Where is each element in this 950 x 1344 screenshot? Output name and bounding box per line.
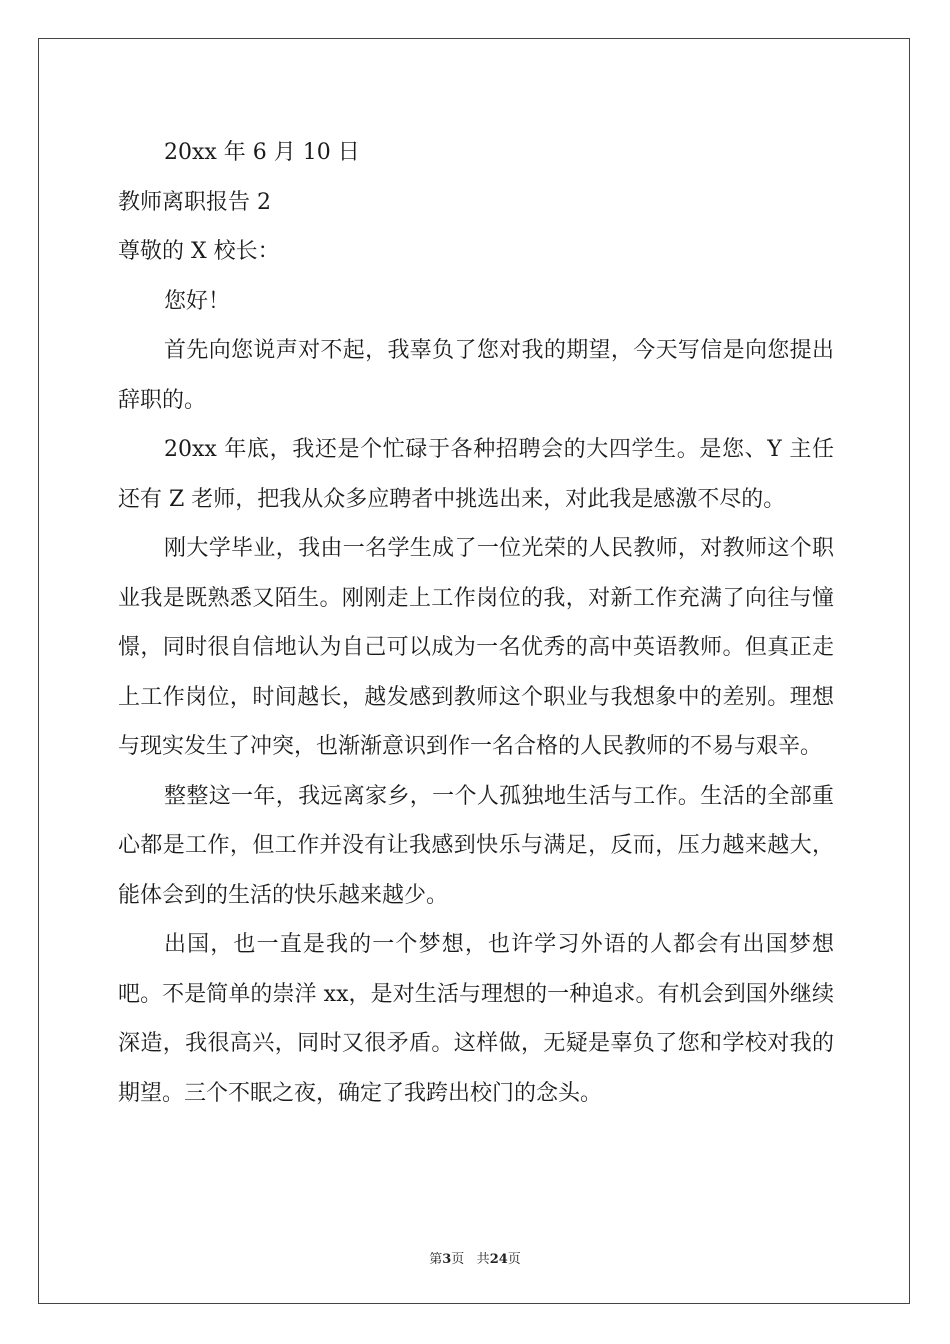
salutation: 尊敬的 X 校长： bbox=[118, 239, 280, 264]
paragraph: 首先向您说声对不起，我辜负了您对我的期望，今天写信是向您提出辞职的。 bbox=[118, 338, 834, 413]
paragraph: 整整这一年，我远离家乡，一个人孤独地生活与工作。生活的全部重心都是工作，但工作并没有让我感到快乐与满足，反而，压力越来越大，能体会到的生活的快乐越来越少。 bbox=[118, 783, 834, 908]
date-line: 20xx 年 6 月 10 日 bbox=[164, 140, 360, 165]
document-title: 教师离职报告 2 bbox=[118, 189, 271, 215]
current-page-number: 3 bbox=[442, 1252, 452, 1267]
paragraph: 出国，也一直是我的一个梦想，也许学习外语的人都会有出国梦想吧。不是简单的崇洋 xx，是对生活与理想的一种追求。有机会到国外继续深造，我很高兴，同时又很矛盾。这样做，无疑是辜负了您和学校对我的期望。三个不眠之夜，确定了我跨出校门的念头。 bbox=[118, 932, 834, 1106]
footer-page-suffix: 页 bbox=[451, 1252, 465, 1267]
footer-total-prefix: 共 bbox=[476, 1252, 490, 1267]
paragraph: 20xx 年底，我还是个忙碌于各种招聘会的大四学生。是您、Y 主任还有 Z 老师，把我从众多应聘者中挑选出来，对此我是感激不尽的。 bbox=[118, 437, 834, 512]
document-body bbox=[118, 128, 834, 1118]
paragraph: 刚大学毕业，我由一名学生成了一位光荣的人民教师，对教师这个职业我是既熟悉又陌生。刚刚走上工作岗位的我，对新工作充满了向往与憧憬，同时很自信地认为自己可以成为一名优秀的高中英语教师。但真正走上工作岗位，时间越长，越发感到教师这个职业与我想象中的差别。理想与现实发生了冲突，也渐渐意识到作一名合格的人民教师的不易与艰辛。 bbox=[118, 536, 834, 759]
total-page-count: 24 bbox=[489, 1252, 508, 1267]
greeting: 您好！ bbox=[164, 288, 231, 314]
footer-total-suffix: 页 bbox=[507, 1252, 521, 1267]
footer-prefix: 第 bbox=[429, 1252, 443, 1267]
page-footer bbox=[0, 1248, 950, 1267]
